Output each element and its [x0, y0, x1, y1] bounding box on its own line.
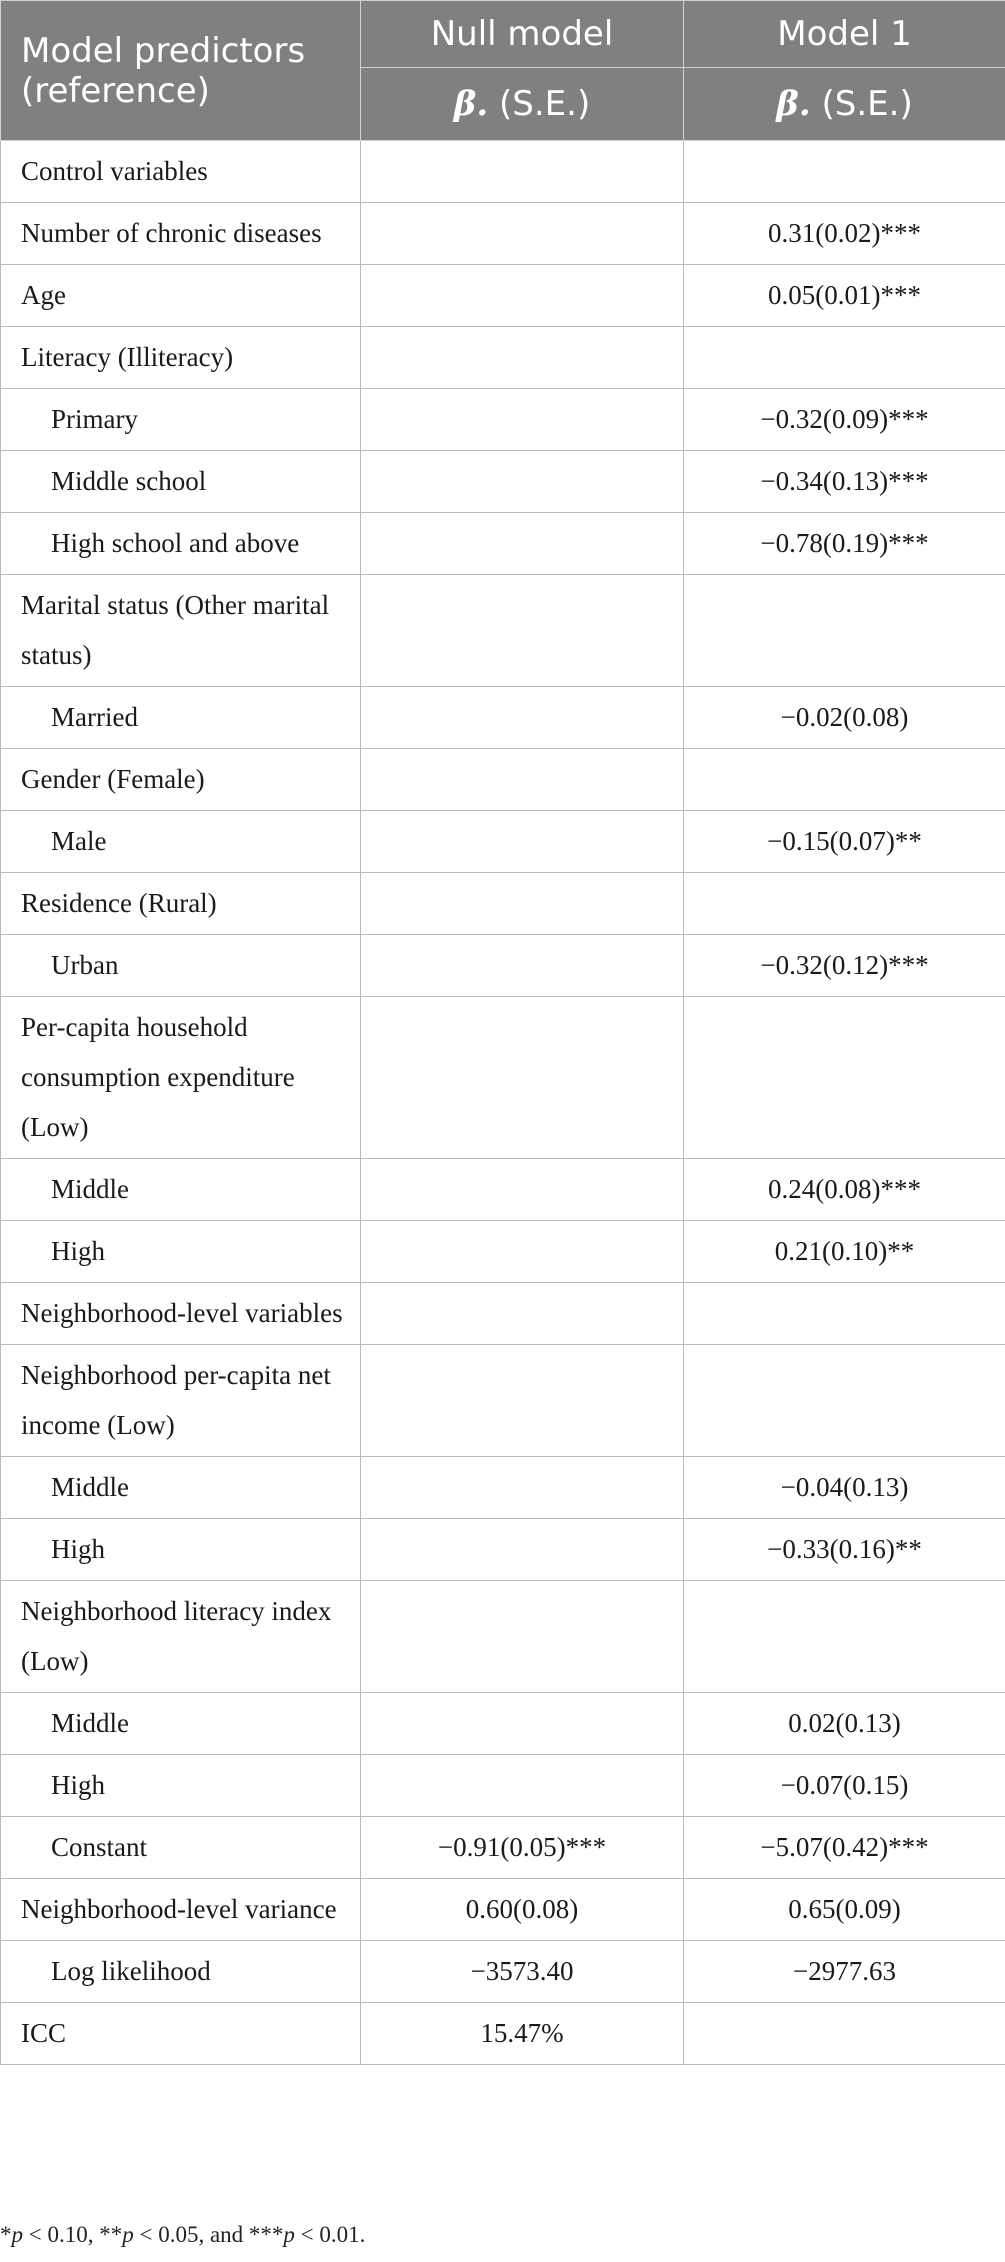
table-row	[1, 1755, 1005, 1817]
table-row	[1, 687, 1005, 749]
null-model-cell: 0.60(0.08)	[361, 1879, 684, 1941]
model-1-cell: −0.33(0.16)**	[684, 1519, 1005, 1581]
model-1-cell: −0.32(0.09)***	[684, 389, 1005, 451]
row-label: Gender (Female)	[1, 749, 361, 811]
table-row	[1, 1941, 1005, 2003]
table-row	[1, 1693, 1005, 1755]
null-model-cell	[361, 1581, 684, 1693]
model-1-cell	[684, 1345, 1005, 1457]
se-label: (S.E.)	[821, 84, 913, 124]
table-row	[1, 1519, 1005, 1581]
model-1-cell	[684, 749, 1005, 811]
header-model-predictors: Model predictors (reference)	[1, 1, 361, 141]
row-label: Log likelihood	[1, 1941, 361, 2003]
null-model-cell: −0.91(0.05)***	[361, 1817, 684, 1879]
model-1-cell: 0.21(0.10)**	[684, 1221, 1005, 1283]
row-label: Number of chronic diseases	[1, 203, 361, 265]
row-label: Neighborhood-level variables	[1, 1283, 361, 1345]
model-1-cell: −2977.63	[684, 1941, 1005, 2003]
table-row	[1, 873, 1005, 935]
null-model-cell	[361, 1693, 684, 1755]
row-label: Per-capita household consumption expenditure (Low)	[1, 997, 361, 1159]
row-label: High	[1, 1755, 361, 1817]
null-model-cell	[361, 1283, 684, 1345]
null-model-cell	[361, 141, 684, 203]
null-model-cell	[361, 1755, 684, 1817]
model-1-cell: −0.78(0.19)***	[684, 513, 1005, 575]
model-1-cell	[684, 997, 1005, 1159]
row-label: Married	[1, 687, 361, 749]
null-model-cell	[361, 327, 684, 389]
null-model-cell: 15.47%	[361, 2003, 684, 2065]
row-label: Residence (Rural)	[1, 873, 361, 935]
table-row	[1, 1345, 1005, 1457]
model-1-cell	[684, 1581, 1005, 1693]
null-model-cell	[361, 265, 684, 327]
model-1-cell	[684, 141, 1005, 203]
row-label: Control variables	[1, 141, 361, 203]
subheader-null-beta-se	[361, 68, 684, 141]
header-model-1: Model 1	[684, 1, 1005, 68]
row-label: High school and above	[1, 513, 361, 575]
row-label: ICC	[1, 2003, 361, 2065]
model-1-cell	[684, 873, 1005, 935]
null-model-cell	[361, 1345, 684, 1457]
row-label: Age	[1, 265, 361, 327]
table-row	[1, 1159, 1005, 1221]
table-row	[1, 513, 1005, 575]
model-1-cell: −0.32(0.12)***	[684, 935, 1005, 997]
model-1-cell	[684, 327, 1005, 389]
table-row	[1, 451, 1005, 513]
model-1-cell: 0.31(0.02)***	[684, 203, 1005, 265]
model-1-cell: 0.05(0.01)***	[684, 265, 1005, 327]
table-row	[1, 141, 1005, 203]
model-1-cell: 0.02(0.13)	[684, 1693, 1005, 1755]
table-row	[1, 203, 1005, 265]
null-model-cell	[361, 935, 684, 997]
table-row	[1, 1457, 1005, 1519]
null-model-cell	[361, 749, 684, 811]
row-label: Marital status (Other marital status)	[1, 575, 361, 687]
null-model-cell	[361, 203, 684, 265]
table-row	[1, 265, 1005, 327]
row-label: Literacy (Illiteracy)	[1, 327, 361, 389]
row-label: Male	[1, 811, 361, 873]
row-label: Neighborhood literacy index (Low)	[1, 1581, 361, 1693]
null-model-cell	[361, 811, 684, 873]
table-row	[1, 389, 1005, 451]
row-label: High	[1, 1519, 361, 1581]
null-model-cell	[361, 997, 684, 1159]
table-row	[1, 2003, 1005, 2065]
model-1-cell	[684, 575, 1005, 687]
table-header	[1, 1, 1005, 141]
table-row	[1, 1879, 1005, 1941]
row-label: High	[1, 1221, 361, 1283]
model-1-cell	[684, 2003, 1005, 2065]
table-row	[1, 327, 1005, 389]
se-label: (S.E.)	[499, 84, 591, 124]
model-1-cell: 0.24(0.08)***	[684, 1159, 1005, 1221]
null-model-cell	[361, 575, 684, 687]
row-label: Primary	[1, 389, 361, 451]
model-1-cell: −0.07(0.15)	[684, 1755, 1005, 1817]
table-row	[1, 1817, 1005, 1879]
null-model-cell	[361, 1221, 684, 1283]
table-row	[1, 1581, 1005, 1693]
row-label: Constant	[1, 1817, 361, 1879]
row-label: Middle	[1, 1159, 361, 1221]
header-null-model: Null model	[361, 1, 684, 68]
table-row	[1, 997, 1005, 1159]
model-1-cell: −0.15(0.07)**	[684, 811, 1005, 873]
table-row	[1, 935, 1005, 997]
table-row	[1, 1221, 1005, 1283]
table-row	[1, 1283, 1005, 1345]
beta-symbol: β.	[776, 84, 811, 124]
model-1-cell: 0.65(0.09)	[684, 1879, 1005, 1941]
table-row	[1, 811, 1005, 873]
beta-symbol: β.	[453, 84, 489, 124]
row-label: Middle	[1, 1457, 361, 1519]
null-model-cell: −3573.40	[361, 1941, 684, 2003]
row-label: Neighborhood-level variance	[1, 1879, 361, 1941]
model-1-cell	[684, 1283, 1005, 1345]
null-model-cell	[361, 1159, 684, 1221]
model-1-cell: −0.04(0.13)	[684, 1457, 1005, 1519]
footnote: *p < 0.10, **p < 0.05, and ***p < 0.01.	[0, 2222, 366, 2247]
null-model-cell	[361, 451, 684, 513]
row-label: Middle school	[1, 451, 361, 513]
row-label: Neighborhood per-capita net income (Low)	[1, 1345, 361, 1457]
null-model-cell	[361, 513, 684, 575]
model-1-cell: −0.34(0.13)***	[684, 451, 1005, 513]
row-label: Urban	[1, 935, 361, 997]
row-label: Middle	[1, 1693, 361, 1755]
null-model-cell	[361, 1457, 684, 1519]
null-model-cell	[361, 873, 684, 935]
table-row	[1, 575, 1005, 687]
model-1-cell: −0.02(0.08)	[684, 687, 1005, 749]
null-model-cell	[361, 1519, 684, 1581]
subheader-m1-beta-se	[684, 68, 1005, 141]
table-row	[1, 749, 1005, 811]
null-model-cell	[361, 389, 684, 451]
null-model-cell	[361, 687, 684, 749]
table-body	[1, 141, 1005, 2065]
model-1-cell: −5.07(0.42)***	[684, 1817, 1005, 1879]
